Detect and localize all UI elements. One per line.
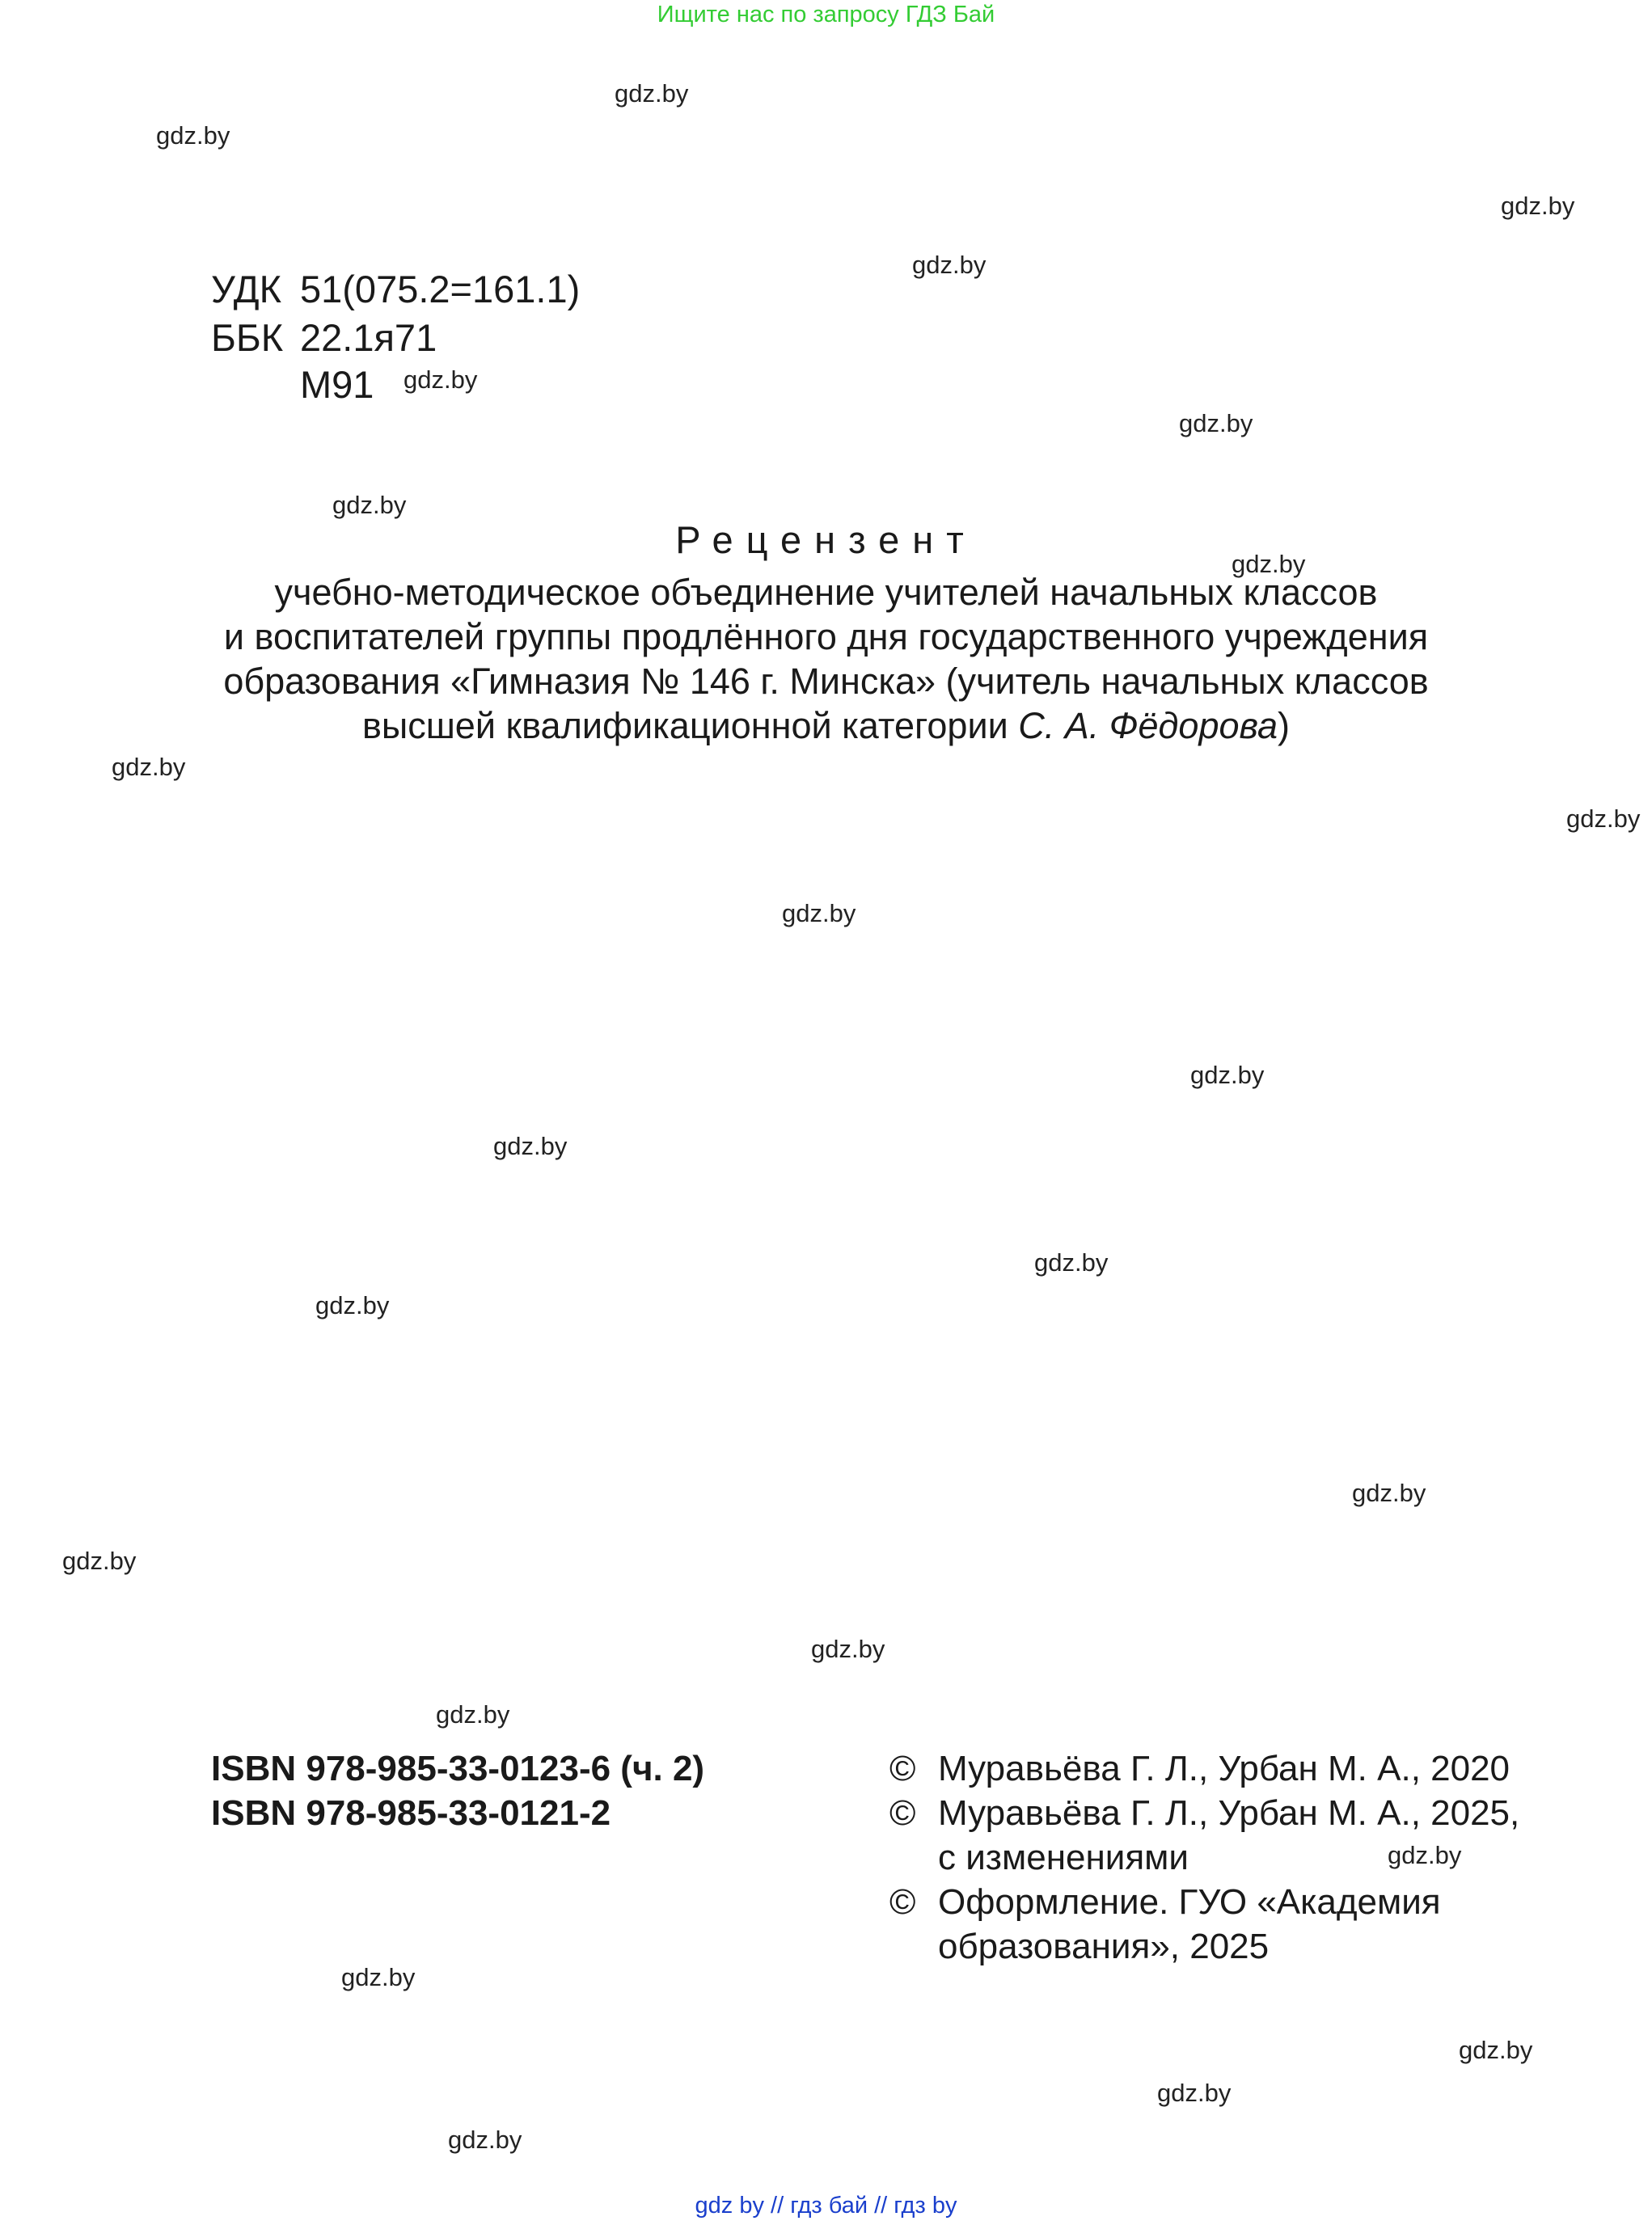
classification-udk <box>211 267 580 312</box>
reviewer-title: Рецензент <box>675 518 977 561</box>
reviewer-description <box>162 570 1490 748</box>
copyright-symbol: © <box>889 1749 916 1788</box>
watermark: gdz.by <box>62 1547 137 1575</box>
watermark: gdz.by <box>1566 804 1641 833</box>
watermark: gdz.by <box>448 2126 522 2154</box>
classification-value: М91 <box>300 363 374 406</box>
classification-value: 51(075.2=161.1) <box>300 268 581 310</box>
watermark: gdz.by <box>912 251 987 279</box>
classification-key: УДК <box>211 268 281 310</box>
watermark: gdz.by <box>1034 1248 1109 1277</box>
watermark: gdz.by <box>403 365 478 394</box>
watermark: gdz.by <box>615 79 689 108</box>
reviewer-line-last <box>162 703 1490 748</box>
watermark: gdz.by <box>1501 192 1575 220</box>
watermark: gdz.by <box>112 753 186 781</box>
reviewer-line: учебно-методическое объединение учителей начальных классов <box>274 572 1378 613</box>
copyright-text: Оформление. ГУО «Академия образования», 2025 <box>938 1882 1441 1966</box>
watermark: gdz.by <box>782 899 856 927</box>
footer-links[interactable]: gdz by // гдз бай // гдз by <box>695 2193 957 2219</box>
reviewer-line: и воспитателей группы продлённого дня государственного учреждения <box>223 616 1429 657</box>
watermark: gdz.by <box>1459 2036 1533 2064</box>
copyright-entry <box>889 1746 1536 1791</box>
watermark: gdz.by <box>332 491 407 519</box>
watermark: gdz.by <box>1352 1479 1426 1507</box>
watermark: gdz.by <box>1190 1061 1265 1089</box>
watermark: gdz.by <box>1157 2079 1232 2107</box>
watermark: gdz.by <box>811 1635 885 1663</box>
copyright-symbol: © <box>889 1882 916 1922</box>
reviewer-close: ) <box>1278 705 1291 746</box>
watermark: gdz.by <box>1388 1841 1462 1869</box>
copyright-symbol: © <box>889 1793 916 1833</box>
classification-bbk <box>211 315 437 361</box>
reviewer-line: образования «Гимназия № 146 г. Минска» (учитель начальных классов <box>223 661 1429 702</box>
copyright-text: Муравьёва Г. Л., Урбан М. А., 2020 <box>938 1749 1510 1788</box>
classification-value: 22.1я71 <box>300 316 437 359</box>
reviewer-name: С. А. Фёдорова <box>1018 705 1278 746</box>
watermark: gdz.by <box>156 121 230 150</box>
watermark: gdz.by <box>436 1700 510 1729</box>
watermark: gdz.by <box>1232 550 1306 578</box>
copyright-text: Муравьёва Г. Л., Урбан М. А., 2025, с изменениями <box>938 1793 1520 1877</box>
watermark: gdz.by <box>341 1963 416 1991</box>
isbn-part: ISBN 978-985-33-0123-6 (ч. 2) <box>211 1749 705 1788</box>
watermark: gdz.by <box>1179 409 1253 437</box>
watermark: gdz.by <box>315 1291 390 1319</box>
copyright-entry <box>889 1791 1520 1880</box>
copyright-entry <box>889 1880 1520 1969</box>
search-banner: Ищите нас по запросу ГДЗ Бай <box>657 2 995 27</box>
isbn-set: ISBN 978-985-33-0121-2 <box>211 1793 611 1833</box>
classification-author-mark <box>211 362 374 407</box>
watermark: gdz.by <box>493 1132 568 1160</box>
classification-key: ББК <box>211 316 284 359</box>
reviewer-line: высшей квалификационной категории <box>361 705 1019 746</box>
